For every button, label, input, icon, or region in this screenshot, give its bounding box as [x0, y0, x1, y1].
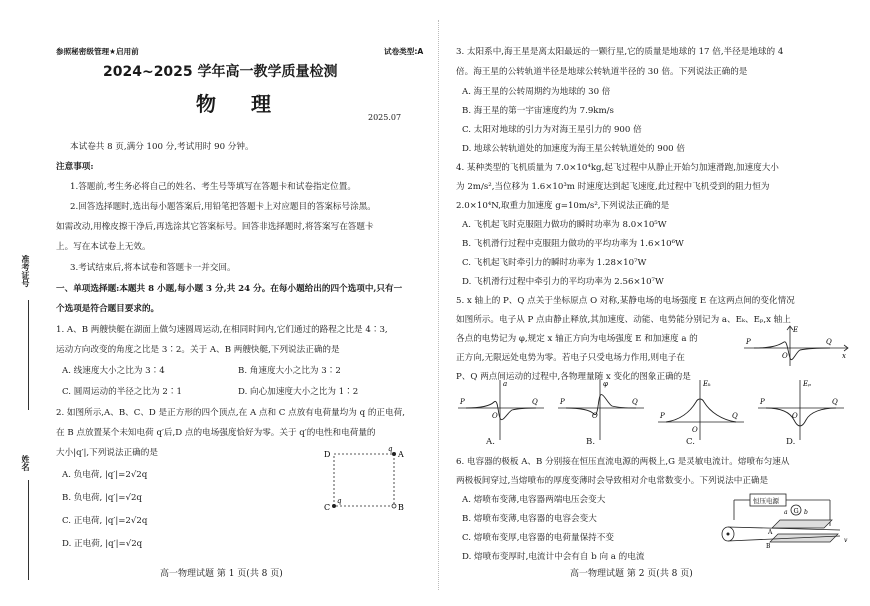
option[interactable]: D. 正电荷, |q′|=√2q [62, 539, 143, 549]
name-label: 姓名 [21, 455, 30, 471]
note-line: 上。写在本试卷上无效。 [56, 242, 151, 252]
note-line: 1.答题前,考生务必将自己的姓名、考生号等填写在答题卡和试卷指定位置。 [70, 182, 356, 192]
point-label: Q [826, 338, 832, 346]
question-5-stem: 如图所示。电子从 P 点由静止释放,其加速度、动能、电势能分别记为 a、Eₖ、Eₚ,x 轴上 [456, 315, 791, 325]
plate-label: B [766, 543, 771, 550]
page-footer: 高一物理试题 第 1 页(共 8 页) [160, 569, 283, 579]
origin-label: O [782, 352, 788, 360]
option[interactable]: C. 太阳对地球的引力为对海王星引力的 900 倍 [462, 125, 642, 135]
question-4-stem: 为 2m/s²,当位移为 1.6×10³m 时速度达到起飞速度,此过程中飞机受到的阻力恒为 [456, 182, 770, 192]
vertex-label: D [324, 450, 331, 459]
option[interactable]: C. 圆周运动的半径之比为 2∶1 [62, 387, 182, 397]
secret-label: 参照秘密级管理★启用前 [56, 47, 139, 56]
power-label: 恒压电源 [753, 497, 779, 505]
graph-option[interactable]: C. [686, 437, 696, 447]
graph-a [458, 380, 544, 440]
capacitor-figure [720, 490, 854, 562]
option[interactable]: B. 海王星的第一宇宙速度约为 7.9km/s [462, 106, 614, 116]
option[interactable]: A. 海王星的公转周期约为地球的 30 倍 [462, 87, 611, 97]
question-2-stem: 大小|q′|,下列说法正确的是 [56, 448, 158, 458]
graph-axis-label: φ [603, 380, 608, 388]
svg-text:a: a [784, 509, 788, 516]
option[interactable]: A. 熔喷布变薄,电容器两端电压会变大 [462, 495, 606, 505]
page-2 [450, 0, 858, 606]
galvanometer-label: G [793, 507, 799, 515]
intro-text: 本试卷共 8 页,满分 100 分,考试用时 90 分钟。 [70, 142, 254, 152]
note-line: 如需改动,用橡皮擦干净后,再选涂其它答案标号。回答非选择题时,将答案写在答题卡 [56, 222, 374, 232]
graph-axis-label: a [503, 380, 508, 388]
question-1-stem: 运动方向改变的角度之比是 3∶2。关于 A、B 两艘快艇,下列说法正确的是 [56, 345, 340, 355]
question-2-stem: 在 B 点放置某个未知电荷 q′后,D 点的电场强度恰好为零。关于 q′的电性和电荷量的 [56, 428, 376, 438]
plate-label: A [768, 529, 773, 536]
option[interactable]: C. 熔喷布变厚,电容器的电荷量保持不变 [462, 533, 614, 543]
option[interactable]: B. 飞机滑行过程中克服阻力做功的平均功率为 1.6×10⁶W [462, 239, 684, 249]
question-5-stem: 各点的电势记为 φ,规定 x 轴正方向为电场强度 E 和加速度 a 的 [456, 334, 698, 344]
svg-text:P: P [460, 398, 465, 406]
axis-label: E [793, 326, 799, 334]
point-label: P [746, 338, 751, 346]
option[interactable]: A. 线速度大小之比为 3∶4 [62, 366, 165, 376]
option[interactable]: B. 熔喷布变薄,电容器的电容会变大 [462, 514, 597, 524]
svg-text:O: O [492, 412, 498, 420]
note-line: 2.回答选择题时,选出每小题答案后,用铅笔把答题卡上对应题目的答案标号涂黑。 [70, 202, 376, 212]
charge-label: q [337, 497, 342, 505]
vertex-label: B [398, 503, 404, 512]
option[interactable]: D. 向心加速度大小之比为 1∶2 [238, 387, 359, 397]
graph-option[interactable]: B. [586, 437, 596, 447]
graph-axis-label: Eₖ [703, 380, 711, 388]
option[interactable]: B. 角速度大小之比为 3∶2 [238, 366, 341, 376]
graph-option[interactable]: A. [486, 437, 495, 447]
graph-b [558, 380, 644, 440]
question-4-stem: 4. 某种类型的飞机质量为 7.0×10⁴kg,起飞过程中从静止开始匀加速滑跑,加速度大小 [456, 163, 779, 173]
page-divider [438, 20, 439, 590]
question-5-stem: 正方向,无限远处电势为零。若电子只受电场力作用,则电子在 [456, 353, 685, 363]
graph-c [658, 380, 744, 440]
exam-date: 2025.07 [368, 113, 402, 122]
question-1-stem: 1. A、B 两艘快艇在湖面上做匀速圆周运动,在相同时间内,它们通过的路程之比是 4∶3, [56, 325, 388, 335]
svg-text:O: O [592, 412, 598, 420]
option[interactable]: C. 飞机起飞时牵引力的瞬时功率为 1.28×10⁷W [462, 258, 647, 268]
svg-text:b: b [804, 509, 808, 516]
question-5-stem: 5. x 轴上的 P、Q 点关于坐标原点 O 对称,某静电场的电场强度 E 在这两点间的变化情况 [456, 296, 795, 306]
answer-graphs [456, 372, 856, 450]
svg-text:Q: Q [532, 398, 538, 406]
question-2-stem: 2. 如图所示,A、B、C、D 是正方形的四个顶点,在 A 点和 C 点放有电荷量均为 q 的正电荷, [56, 408, 405, 418]
graph-option[interactable]: D. [786, 437, 796, 447]
square-charges-figure [318, 446, 408, 514]
name-line [28, 480, 29, 580]
charge-label: q [388, 446, 393, 453]
notes-heading: 注意事项: [56, 162, 94, 172]
option[interactable]: D. 飞机滑行过程中牵引力的平均功率为 2.56×10⁷W [462, 277, 664, 287]
option[interactable]: D. 地球公转轨道处的加速度为海王星公转轨道处的 900 倍 [462, 144, 685, 154]
question-6-stem: 6. 电容器的极板 A、B 分别接在恒压直流电源的两极上,G 是灵敏电流计。熔喷布匀速从 [456, 457, 790, 467]
field-strength-figure [740, 322, 852, 368]
question-6-stem: 两极板间穿过,当熔喷布的厚度变薄时会导致相对介电常数变小。下列说法中正确是 [456, 476, 769, 486]
axis-label: x [842, 352, 846, 360]
graph-d [758, 380, 844, 440]
note-line: 3.考试结束后,将本试卷和答题卡一并交回。 [70, 263, 236, 273]
graph-axis-label: Eₚ [803, 380, 811, 388]
section-heading: 个选项是符合题目要求的。 [56, 304, 160, 314]
option[interactable]: A. 负电荷, |q′|=2√2q [62, 470, 148, 480]
exam-title: 2024~2025 学年高一教学质量检测 [103, 64, 338, 80]
svg-text:P: P [660, 412, 665, 420]
paper-type: 试卷类型:A [384, 47, 424, 56]
svg-text:O: O [692, 426, 698, 434]
subject-title: 物 理 [196, 92, 285, 116]
question-3-stem: 倍。海王星的公转轨道半径是地球公转轨道半径的 30 倍。下列说法正确的是 [456, 67, 748, 77]
svg-text:O: O [792, 412, 798, 420]
velocity-label: v [844, 537, 848, 544]
page-1 [48, 0, 428, 606]
section-heading: 一、单项选择题:本题共 8 小题,每小题 3 分,共 24 分。在每小题给出的四个选项中,只有一 [56, 284, 403, 294]
vertex-label: C [324, 503, 331, 512]
svg-text:Q: Q [832, 398, 838, 406]
vertex-label: A [398, 450, 404, 459]
option[interactable]: A. 飞机起飞时克服阻力做功的瞬时功率为 8.0×10⁵W [462, 220, 667, 230]
seat-number-label: 准考证号 [21, 255, 30, 287]
svg-text:Q: Q [632, 398, 638, 406]
svg-text:P: P [760, 398, 765, 406]
svg-text:P: P [560, 398, 565, 406]
question-5-stem: P、Q 两点间运动的过程中,各物理量随 x 变化的图象正确的是 [456, 372, 691, 382]
svg-text:Q: Q [732, 412, 738, 420]
option[interactable]: B. 负电荷, |q′|=√2q [62, 493, 142, 503]
question-4-stem: 2.0×10⁴N,取重力加速度 g=10m/s²,下列说法正确的是 [456, 201, 670, 211]
option[interactable]: C. 正电荷, |q′|=2√2q [62, 516, 148, 526]
question-3-stem: 3. 太阳系中,海王星是离太阳最远的一颗行星,它的质量是地球的 17 倍,半径是地球的 4 [456, 47, 784, 57]
option[interactable]: D. 熔喷布变厚时,电流计中会有自 b 向 a 的电流 [462, 552, 645, 562]
page-footer: 高一物理试题 第 2 页(共 8 页) [570, 569, 693, 579]
seat-number-line [28, 300, 29, 410]
